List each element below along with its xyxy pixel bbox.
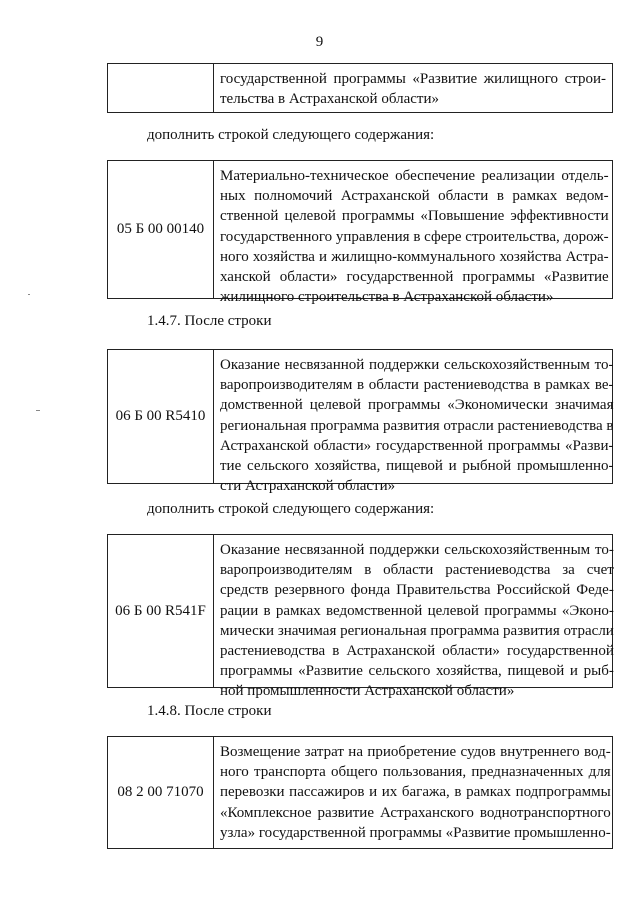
row-description: [214, 161, 615, 306]
row-description: [214, 737, 617, 848]
description-line: государственной программы «Развитие жилищного строи-: [220, 71, 606, 87]
description-line: растениеводства в Астраханской области» государственной: [220, 643, 614, 660]
description-line: Материально-техническое обеспечение реализации отдель-: [220, 168, 609, 184]
description-line: жилищного строительства в Астраханской области»: [220, 289, 554, 306]
row-description: [214, 535, 620, 700]
table-row: [107, 349, 614, 495]
description-line: тие сельского хозяйства, пищевой и рыбной промышленно-: [220, 458, 614, 475]
description-line: ного транспорта общего пользования, предназначенных для: [220, 764, 611, 781]
budget-code: 06 Б 00 R5410: [108, 350, 214, 483]
table-row: [107, 736, 613, 849]
scan-mark: [36, 410, 40, 411]
page-number: 9: [315, 34, 324, 50]
description-line: ственной целевой программы «Повышение эффективности: [220, 208, 609, 225]
description-line: средств резервного фонда Правительства Российской Феде-: [220, 582, 614, 599]
description-line: домственной целевой программы «Экономически значимая: [220, 397, 614, 414]
instruction-text: дополнить строкой следующего содержания:: [147, 127, 435, 143]
budget-code: 06 Б 00 R541F: [108, 535, 214, 687]
description-line: варопроизводителям в области растениеводства в рамках ве-: [220, 377, 614, 394]
description-line: сти Астраханской области»: [220, 478, 396, 495]
description-line: ных полномочий Астраханской области в рамках ведом-: [220, 188, 609, 205]
description-line: ной промышленности Астраханской области»: [220, 683, 515, 700]
description-line: Возмещение затрат на приобретение судов внутреннего вод-: [220, 744, 611, 760]
table-row: [107, 63, 613, 113]
description-line: региональная программа развития отрасли растениеводства в: [220, 417, 614, 434]
table-row: [107, 534, 614, 700]
description-line: Оказание несвязанной поддержки сельскохозяйственным то-: [220, 357, 614, 373]
scan-mark: [28, 294, 30, 295]
instruction-text: дополнить строкой следующего содержания:: [147, 501, 435, 517]
row-description: [214, 64, 612, 112]
budget-code: 08 2 00 71070: [108, 737, 214, 848]
section-heading-147: 1.4.7. После строки: [147, 313, 272, 329]
description-line: программы «Развитие сельского хозяйства, пищевой и рыб-: [220, 663, 614, 680]
description-line: тельства в Астраханской области»: [220, 91, 439, 108]
budget-code: 05 Б 00 00140: [108, 161, 214, 298]
budget-code: [108, 64, 214, 112]
description-line: ного хозяйства и жилищно-коммунального хозяйства Астра-: [220, 248, 609, 265]
description-line: «Комплексное развитие Астраханского воднотранспортного: [220, 804, 611, 821]
description-line: мически значимая региональная программа развития отрасли: [220, 622, 614, 639]
description-line: узла» государственной программы «Развитие промышленно-: [220, 824, 611, 841]
description-line: ханской области» государственной программы «Развитие: [220, 269, 609, 286]
row-description: [214, 350, 620, 495]
table-row: [107, 160, 613, 306]
description-line: Астраханской области» государственной программы «Разви-: [220, 437, 614, 454]
description-line: перевозки пассажиров и их багажа, в рамках подпрограммы: [220, 784, 611, 801]
description-line: рации в рамках ведомственной целевой программы «Эконо-: [220, 602, 614, 619]
description-line: варопроизводителям в области растениеводства за счет: [220, 562, 614, 579]
section-heading-148: 1.4.8. После строки: [147, 703, 272, 719]
description-line: государственного управления в сфере строительства, дорож-: [220, 228, 609, 245]
description-line: Оказание несвязанной поддержки сельскохозяйственным то-: [220, 542, 614, 558]
